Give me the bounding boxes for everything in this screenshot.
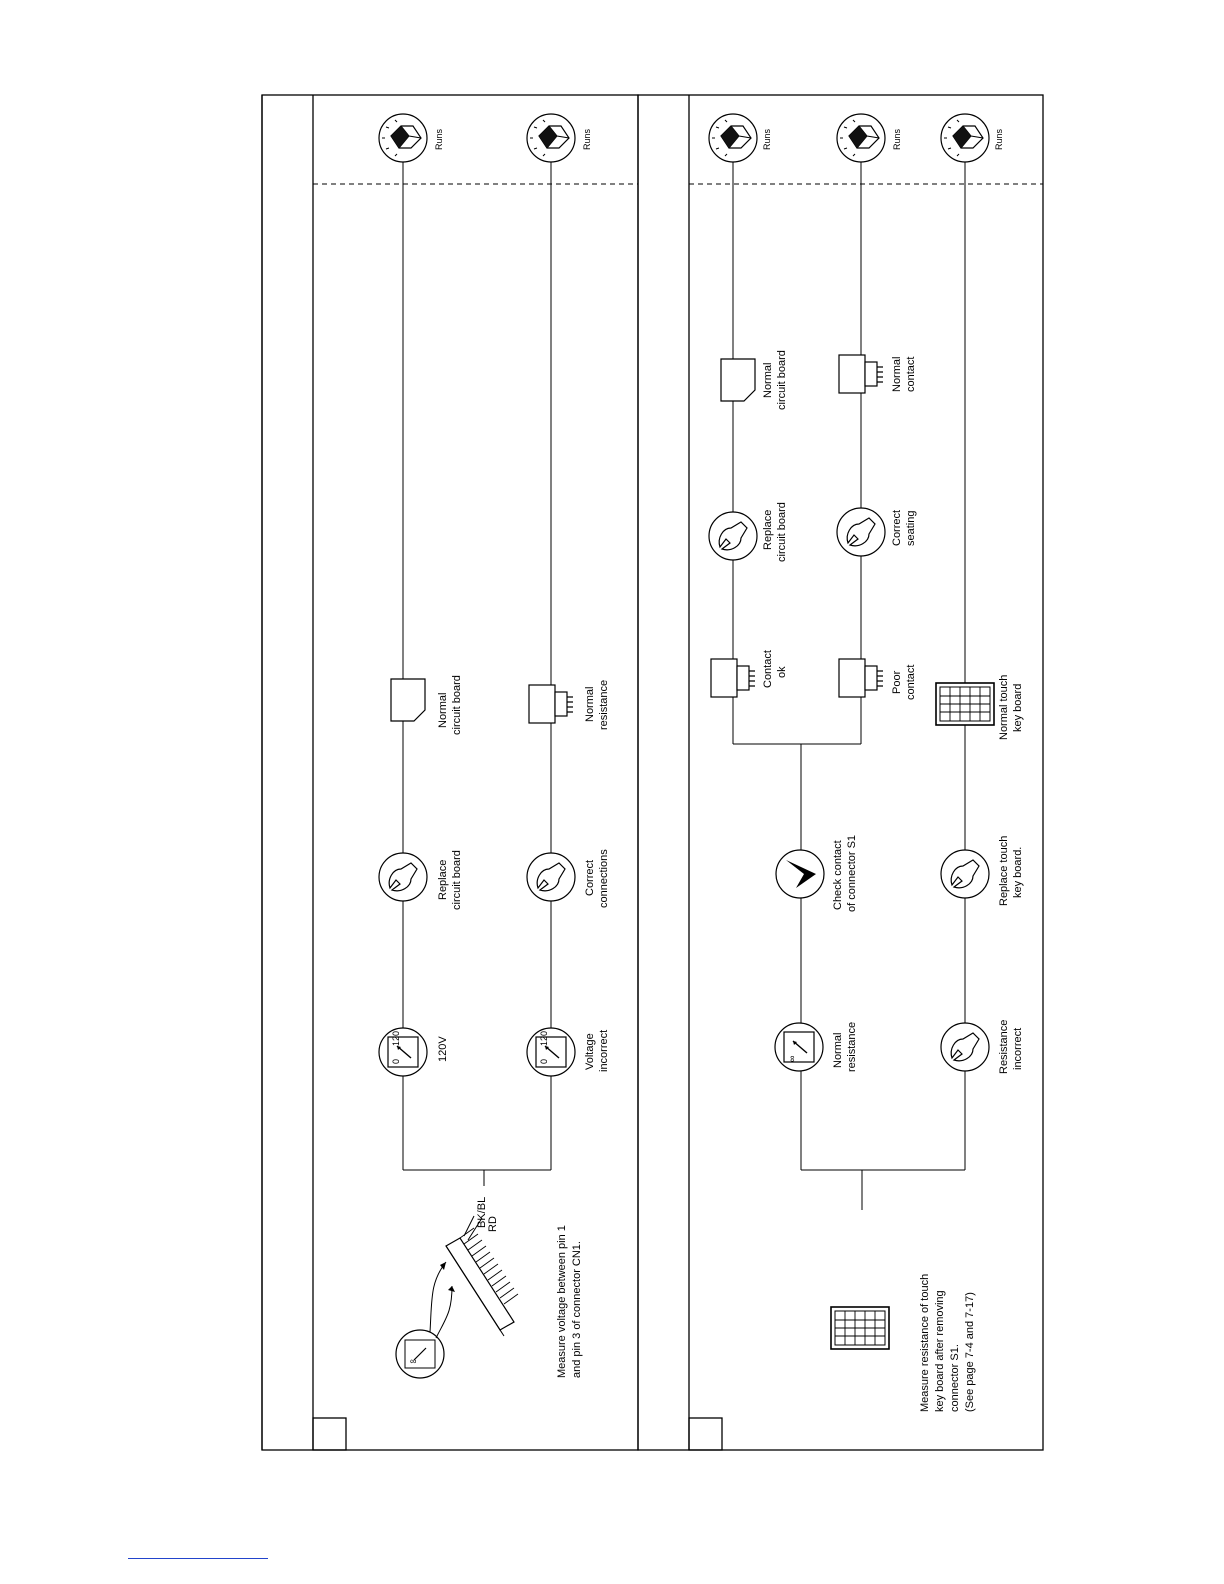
meter-scale-120-fault: 120: [539, 1030, 549, 1046]
action-replace-line1: Replace: [437, 859, 449, 900]
section1-connector-illustration: [396, 1216, 518, 1378]
wrench-icon-correct-seating: [837, 508, 885, 556]
status-runs-2: Runs: [582, 128, 592, 150]
section2-instruction-line1: Measure resistance of touch: [919, 1273, 931, 1412]
connector-cn1-icon: [446, 1216, 518, 1336]
wire-label-bkbl: BK/BL: [476, 1196, 488, 1228]
wrench-icon-resistance-incorrect: [941, 1023, 989, 1071]
status-runs-1: Runs: [434, 128, 444, 150]
appliance-runs-icon-3: [709, 114, 757, 162]
result-normal-resistance-line2: resistance: [598, 679, 610, 730]
state-poor-contact-line2: contact: [905, 664, 917, 700]
section1-number-box: [313, 1418, 346, 1450]
touch-keyboard-icon-result: [936, 683, 994, 725]
result-normal-resistance-line1: Normal: [584, 686, 596, 722]
status-runs-5: Runs: [994, 128, 1004, 150]
result-normal-board-line2: circuit board: [451, 675, 463, 735]
appliance-runs-icon-5: [941, 114, 989, 162]
state-contact-ok-line1: Contact: [762, 650, 774, 688]
voltmeter-icon-fault: [527, 1028, 575, 1076]
result-normal-board-s2-line2: circuit board: [776, 350, 788, 410]
meter-scale-120-ok: 120: [391, 1030, 401, 1046]
section1-instruction-line2: and pin 3 of connector CN1.: [571, 1241, 583, 1378]
result-normal-board-line1: Normal: [437, 692, 449, 728]
action-replace-board-s2-line1: Replace: [762, 509, 774, 550]
circuit-board-icon: [391, 679, 425, 721]
action-correct-connections-line2: connections: [598, 849, 610, 908]
section2-instruction-line4: (See page 7-4 and 7-17): [964, 1292, 976, 1412]
footer-link-underline[interactable]: [128, 1558, 268, 1559]
action-correct-connections-line1: Correct: [584, 859, 596, 896]
section2-frame: [638, 95, 1043, 1450]
reading-resistance-incorrect-line1: Resistance: [998, 1019, 1010, 1074]
reading-resistance-incorrect-line2: incorrect: [1012, 1027, 1024, 1070]
appliance-runs-icon-2: [527, 114, 575, 162]
reading-normal-resistance-line2: resistance: [846, 1021, 858, 1072]
connector-icon-normal-contact: [839, 355, 883, 393]
appliance-runs-icon-4: [837, 114, 885, 162]
appliance-runs-icon-1: [379, 114, 427, 162]
status-runs-4: Runs: [892, 128, 902, 150]
result-normal-contact-line1: Normal: [891, 356, 903, 392]
section2-instruction-line3: connector S1.: [949, 1344, 961, 1412]
check-contact-line2: of connector S1: [846, 834, 858, 912]
svg-text:∞: ∞: [410, 1356, 417, 1366]
section1-flow-lines: [403, 150, 551, 1186]
ohmmeter-icon: [775, 1023, 823, 1071]
wrench-icon-correct-connections: [527, 853, 575, 901]
action-replace-keyboard-line2: key board.: [1012, 846, 1024, 898]
action-correct-seating-line1: Correct: [891, 509, 903, 546]
action-replace-line2: circuit board: [451, 850, 463, 910]
circuit-board-icon-s2: [721, 359, 755, 401]
reading-120v: 120V: [437, 1036, 449, 1062]
reading-voltage-incorrect-line1: Voltage: [584, 1033, 596, 1070]
wrench-icon-replace-keyboard: [941, 850, 989, 898]
status-runs-3: Runs: [762, 128, 772, 150]
meter-scale-0-ok: 0: [391, 1058, 401, 1064]
touch-keyboard-icon-main: [831, 1307, 889, 1349]
reading-voltage-incorrect-line2: incorrect: [598, 1029, 610, 1072]
connector-icon-normal-resistance: [529, 685, 573, 723]
result-normal-board-s2-line1: Normal: [762, 362, 774, 398]
wrench-icon-replace-board: [379, 853, 427, 901]
state-poor-contact-line1: Poor: [891, 670, 903, 694]
wrench-icon-replace-board-s2: [709, 512, 757, 560]
section2-instruction-line2: key board after removing: [934, 1290, 946, 1412]
action-correct-seating-line2: seating: [905, 510, 917, 546]
action-replace-keyboard-line1: Replace touch: [998, 835, 1010, 906]
meter-scale-0-fault: 0: [539, 1058, 549, 1064]
connector-icon-contact-ok: [711, 659, 755, 697]
reading-normal-resistance-line1: Normal: [832, 1032, 844, 1068]
ohmmeter-infinity-symbol: ∞: [787, 1055, 797, 1062]
result-normal-contact-line2: contact: [905, 356, 917, 392]
state-contact-ok-line2: ok: [776, 666, 788, 678]
result-normal-keyboard-line1: Normal touch: [998, 674, 1010, 740]
check-contact-line1: Check contact: [832, 840, 844, 910]
action-replace-board-s2-line2: circuit board: [776, 502, 788, 562]
check-icon-connector-s1: [776, 850, 824, 898]
result-normal-keyboard-line2: key board: [1012, 683, 1024, 732]
section2-number-box: [689, 1418, 722, 1450]
voltmeter-icon-ok: [379, 1028, 427, 1076]
connector-icon-poor-contact: [839, 659, 883, 697]
wire-label-rd: RD: [487, 1216, 499, 1232]
section1-instruction-line1: Measure voltage between pin 1: [556, 1225, 568, 1378]
